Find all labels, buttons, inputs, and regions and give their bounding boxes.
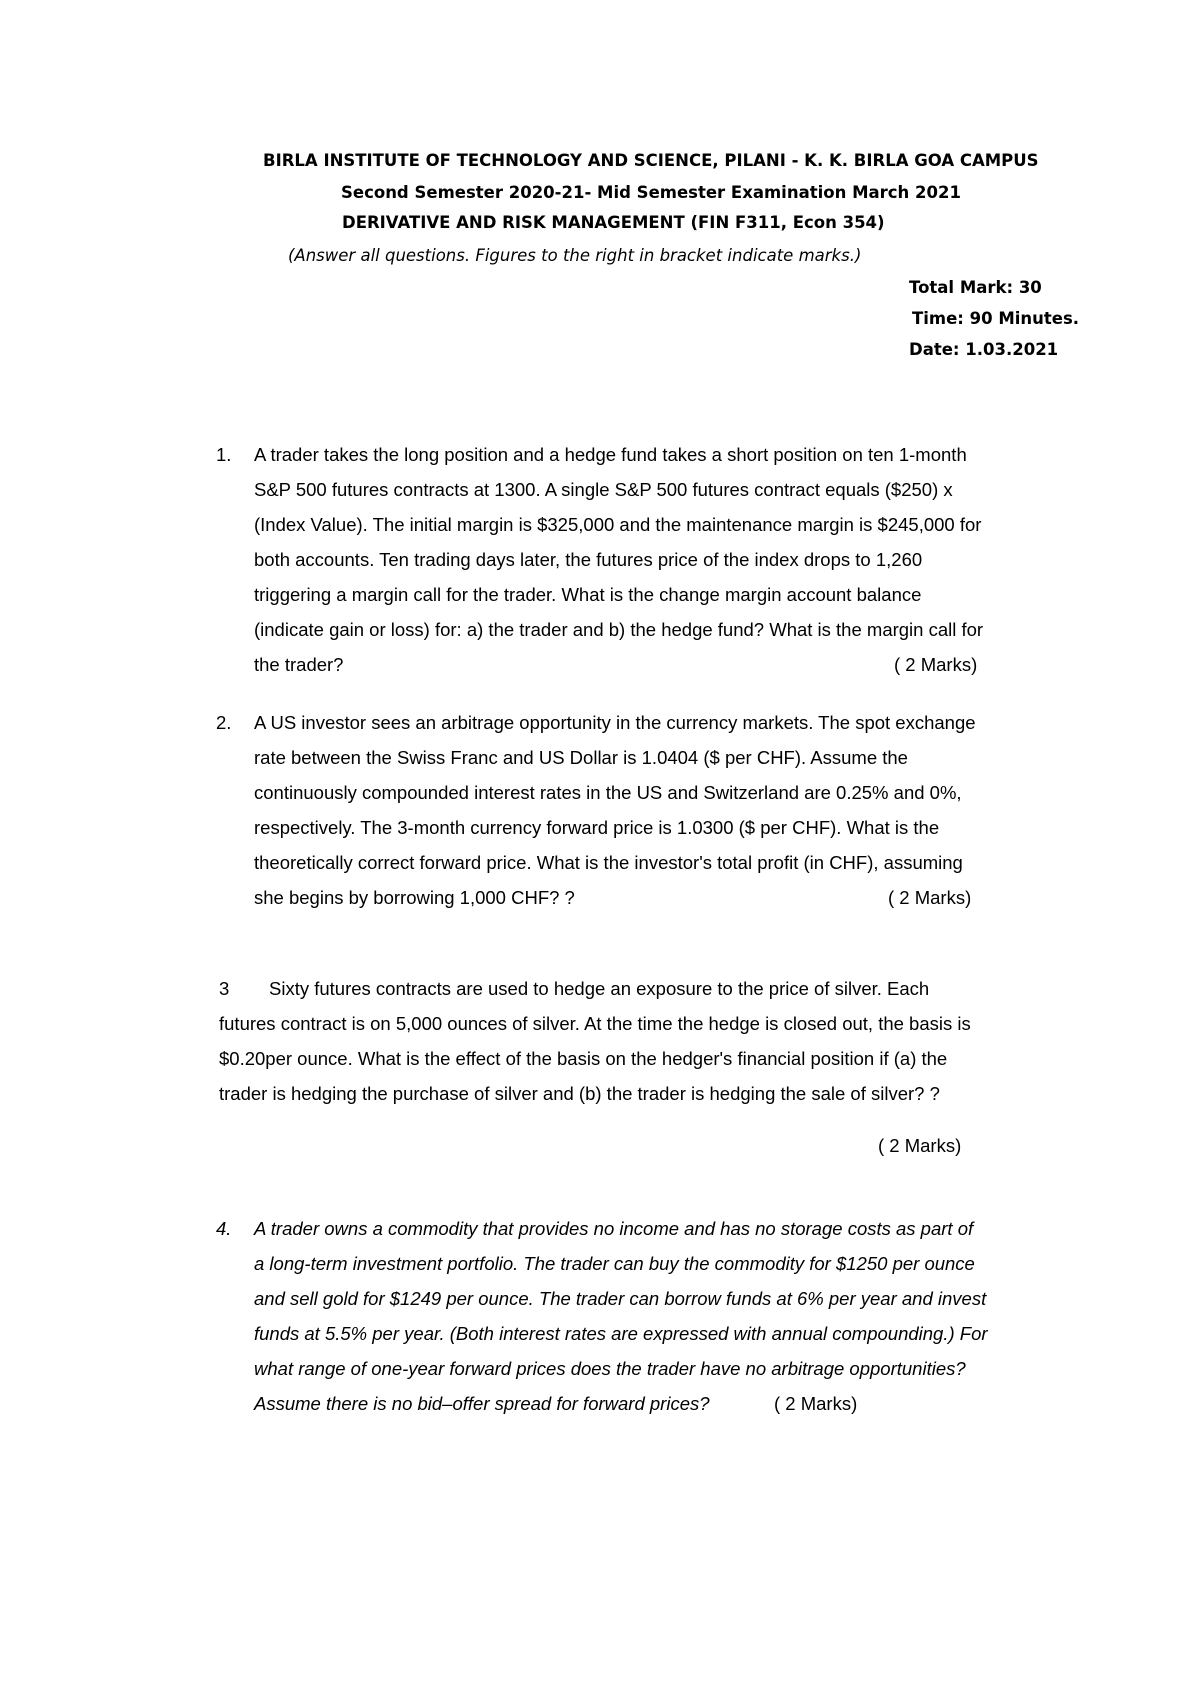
- question-2: [216, 705, 976, 915]
- question-marks: ( 2 Marks): [894, 654, 978, 675]
- institute-title: BIRLA INSTITUTE OF TECHNOLOGY AND SCIENCE, PILANI - K. K. BIRLA GOA CAMPUS: [263, 151, 1039, 170]
- question-3-marks: ( 2 Marks): [878, 1135, 962, 1156]
- question-number: 2.: [216, 712, 232, 733]
- question-line: and sell gold for $1249 per ounce. The trader can borrow funds at 6% per year and invest: [254, 1288, 987, 1309]
- question-line: A trader takes the long position and a hedge fund takes a short position on ten 1-month: [254, 444, 967, 465]
- question-line: (indicate gain or loss) for: a) the trader and b) the hedge fund? What is the margin call for: [254, 619, 984, 640]
- question-line: what range of one-year forward prices does the trader have no arbitrage opportunities?: [254, 1358, 966, 1379]
- question-4: [216, 1211, 988, 1421]
- question-line: Assume there is no bid–offer spread for forward prices?: [254, 1393, 710, 1414]
- question-line: futures contract is on 5,000 ounces of silver. At the time the hedge is closed out, the basis is: [219, 1013, 971, 1034]
- instructions: (Answer all questions. Figures to the right in bracket indicate marks.): [288, 246, 862, 265]
- exam-time: Time: 90 Minutes.: [912, 309, 1080, 328]
- course-title: DERIVATIVE AND RISK MANAGEMENT (FIN F311, Econ 354): [342, 213, 885, 232]
- question-marks: ( 2 Marks): [888, 887, 972, 908]
- question-line: theoretically correct forward price. What is the investor's total profit (in CHF), assuming: [254, 852, 963, 873]
- question-line: (Index Value). The initial margin is $325,000 and the maintenance margin is $245,000 for: [254, 514, 982, 535]
- question-line: the trader?: [254, 654, 344, 675]
- question-marks: ( 2 Marks): [774, 1393, 858, 1414]
- question-line: she begins by borrowing 1,000 CHF? ?: [254, 887, 575, 908]
- question-number: 1.: [216, 444, 232, 465]
- question-line: triggering a margin call for the trader. What is the change margin account balance: [254, 584, 922, 605]
- question-line: rate between the Swiss Franc and US Dollar is 1.0404 ($ per CHF). Assume the: [254, 747, 908, 768]
- question-line: $0.20per ounce. What is the effect of the basis on the hedger's financial position if (a) the: [219, 1048, 948, 1069]
- semester-title: Second Semester 2020-21- Mid Semester Examination March 2021: [341, 183, 961, 202]
- question-line: a long-term investment portfolio. The trader can buy the commodity for $1250 per ounce: [254, 1253, 975, 1274]
- question-number: 3: [219, 978, 230, 999]
- question-1: [216, 437, 984, 682]
- question-3: [219, 971, 971, 1111]
- exam-date: Date: 1.03.2021: [909, 340, 1059, 359]
- total-mark: Total Mark: 30: [909, 278, 1042, 297]
- question-line: A trader owns a commodity that provides no income and has no storage costs as part of: [254, 1218, 974, 1239]
- question-line: respectively. The 3-month currency forward price is 1.0300 ($ per CHF). What is the: [254, 817, 940, 838]
- question-line: trader is hedging the purchase of silver and (b) the trader is hedging the sale of silver? ?: [219, 1083, 940, 1104]
- question-line: both accounts. Ten trading days later, the futures price of the index drops to 1,260: [254, 549, 923, 570]
- question-line: S&P 500 futures contracts at 1300. A single S&P 500 futures contract equals ($250) x: [254, 479, 953, 500]
- question-line: A US investor sees an arbitrage opportunity in the currency markets. The spot exchange: [254, 712, 976, 733]
- question-line: continuously compounded interest rates in the US and Switzerland are 0.25% and 0%,: [254, 782, 962, 803]
- question-number: 4.: [216, 1218, 232, 1239]
- question-line: Sixty futures contracts are used to hedge an exposure to the price of silver. Each: [269, 978, 930, 999]
- question-line: funds at 5.5% per year. (Both interest rates are expressed with annual compounding.) For: [254, 1323, 988, 1344]
